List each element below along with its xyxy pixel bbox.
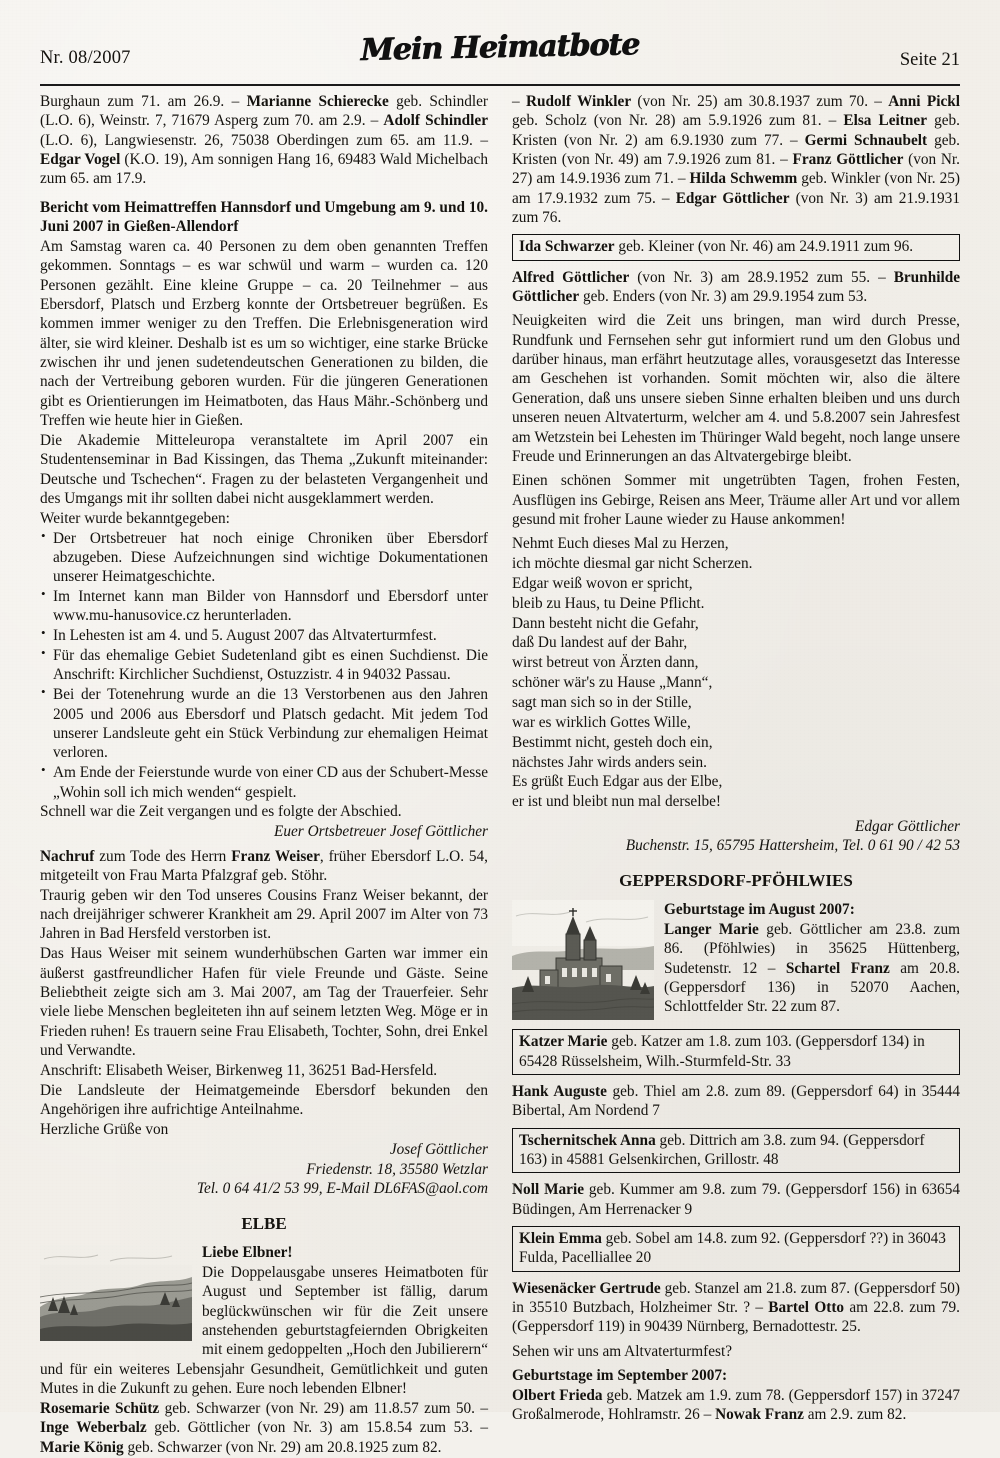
poem-line: sagt man sich so in der Stille, [512,693,692,711]
poem-line: Nehmt Euch dieses Mal zu Herzen, [512,535,729,553]
church-illustration [512,900,654,1020]
poem-line: nächstes Jahr wirds anders sein. [512,753,707,771]
header-rule [40,84,960,86]
poem-signature-name: Edgar Göttlicher [855,817,960,835]
poem-line: Bestimmt nicht, gesteh doch ein, [512,733,713,751]
paragraph-report-closing: Schnell war die Zeit vergangen und es folgte der Abschied. [40,803,402,821]
paragraph-winkler-birthdays: – Rudolf Winkler (von Nr. 25) am 30.8.1937 zum 70. – Anni Pickl geb. Scholz (von Nr. 28) am 5.9.1926 zum 81. – Elsa Leitner geb. Kristen (von Nr. 2) am 6.9.1930 zum 77. – Germi Schnaubelt geb. Kristen (von Nr. 49) am 7.9.1926 zum 81. – Franz Göttlicher (von Nr. 27) am 14.9.1936 zum 71. – Hilda Schwemm geb. Winkler (von Nr. 25) am 17.9.1932 zum 75. – Edgar Göttlicher (von Nr. 3) am 21.9.1931 zum 76. [512,93,961,227]
poem-line: ich möchte diesmal gar nicht Scherzen. [512,555,753,573]
page-number: Seite 21 [899,50,960,70]
elbe-landscape-illustration [40,1245,192,1341]
paragraph-wiesenaecker-gertrude: Wiesenäcker Gertrude geb. Stanzel am 21.8. zum 87. (Geppersdorf 50) in 35510 Butzbach, Holzheimer Str. ? – Bartel Otto am 22.8. zum 79. (Geppersdorf 119) in 90439 Nürnberg, Bernadottestr. 25. [512,1279,960,1336]
paragraph-nachruf-1: Traurig geben wir den Tod unseres Cousins Franz Weiser bekannt, der nach dreijähriger schwerer Krankheit am 29. April 2007 im Alter von 73 Jahren in Bad Hersfeld verstorben ist. [40,886,488,943]
poem-line: er ist und bleibt nun mal derselbe! [512,793,722,811]
elbe-greeting: Liebe Elbner! [202,1244,293,1262]
poem-line: Es grüßt Euch Edgar aus der Elbe, [512,773,723,791]
paragraph-hank-auguste: Hank Auguste geb. Thiel am 2.8. zum 89. (Geppersdorf 64) in 35444 Bibertal, Am Nordend 7 [512,1082,960,1120]
signature-ortsbetreuer: Euer Ortsbetreuer Josef Göttlicher [274,823,488,841]
poem-line: war es wirklich Gottes Wille, [512,713,691,731]
paragraph-nachruf-2: Das Haus Weiser mit seinem wunderhübschen Garten war immer ein äußerst gastfreundlicher Hafen für viele Freunde und Gäste. Seine Beliebtheit zeigte sich am 3. Mai 2007, am Tag der Trauerfeier. Sehr viele liebe Menschen begleiteten ihn auf seinem letzten Weg. Möge er in Frieden ruhen! Es trauern seine Frau Elisabeth, Tochter, Sohn, drei Enkel und Verwandte. [40,945,488,1059]
paragraph-august-intro: Langer Marie geb. Göttlicher am 23.8. zum 86. (Pföhlwies) in 35625 Hüttenberg, Sudetenstr. 12 – Schartel Franz am 20.8. (Geppersdorf 136) in 52070 Aachen, Schlottfelder Str. 22 zum 87. [664,921,960,1016]
paragraph-news-1: Neuigkeiten wird die Zeit uns bringen, man wird durch Presse, Rundfunk und Fernsehen sehr gut informiert rund um den Globus und darüber hinaus, man erfährt heutzutage alles, vorausgesetzt das Interesse am Geschehen ist vorhanden. Somit möchten wir, also die ältere Generation, daß uns unsere sieben Sinne erhalten bleiben und uns durch unseren neuen Altvaterturm, welcher am 4. und 5.8.2007 sein Jahresfest am Wetzstein bei Lehesten im Thüringer Wald begeht, noch lange unsere Freude und Erinnerungen an das Altvatergebirge bleibt. [512,312,960,465]
heading-elbe: ELBE [241,1213,287,1233]
paragraph-burghaun-birthdays: Burghaun zum 71. am 26.9. – Marianne Schierecke geb. Schindler (L.O. 6), Weinstr. 7, 71679 Asperg zum 70. am 2.9. – Adolf Schindler (L.O. 6), Langwiesenstr. 26, 75038 Oberdingen zum 65. am 11.9. – Edgar Vogel (K.O. 19), Am sonnigen Hang 16, 69483 Wald Michelbach zum 65. am 17.9. [40,93,488,188]
paragraph-alfred-goettlicher: Alfred Göttlicher (von Nr. 3) am 28.9.1952 zum 55. – Brunhilde Göttlicher geb. Enders (von Nr. 3) am 29.9.1954 zum 53. [512,268,960,306]
boxed-entry-tschernitschek-anna: Tschernitschek Anna geb. Dittrich am 3.8. zum 94. (Geppersdorf 163) in 45881 Gelsenkirchen, Grillostr. 48 [512,1128,960,1174]
paragraph-september-entries: Olbert Frieda geb. Matzek am 1.9. zum 78. (Geppersdorf 157) in 37247 Großalmerode, Hohlramstr. 26 – Nowak Franz am 2.9. zum 82. [512,1386,960,1424]
poem-line: bleib zu Haus, tu Deine Pflicht. [512,594,705,612]
report-bullet-list [40,529,488,802]
list-item: • Bei der Totenehrung wurde an die 13 Verstorbenen aus den Jahren 2005 und 2006 aus Ebersdorf und Platsch gedacht. Mit jedem Tod unserer Landsleute geht ein Stück Verbindung zur ehemaligen Heimat verloren. [40,685,488,762]
issue-number: Nr. 08/2007 [40,48,131,68]
paragraph-report-2: Die Akademie Mitteleuropa veranstaltete im April 2007 ein Studentenseminar in Bad Kissingen, das Thema „Zukunft miteinander: Deutsche und Tschechen“. Fragen zu der belasteten Vergangenheit und des Umgangs mit ihr sollten dabei nicht ausgeklammert werden. [40,431,488,507]
left-column [40,92,488,1458]
list-item: • Am Ende der Feierstunde wurde von einer CD aus der Schubert-Messe „Wohin soll ich mich wenden“ gespielt. [40,763,488,802]
heading-geburtstage-august: Geburtstage im August 2007: [664,901,855,919]
paragraph-elbe-birthdays: Rosemarie Schütz geb. Schwarzer (von Nr. 29) am 11.8.57 zum 50. – Inge Weberbalz geb. Göttlicher (von Nr. 3) am 15.8.54 zum 53. – Marie König geb. Schwarzer (von Nr. 29) am 20.8.1925 zum 82. [40,1400,488,1456]
right-column [512,92,960,1425]
boxed-entry-ida-schwarzer: Ida Schwarzer geb. Kleiner (von Nr. 46) am 24.9.1911 zum 96. [512,234,960,260]
poem-signature-address: Buchenstr. 15, 65795 Hattersheim, Tel. 0 61 90 / 42 53 [625,837,960,855]
paragraph-report-3: Weiter wurde bekanntgegeben: [40,509,230,527]
list-item: • Im Internet kann man Bilder von Hannsdorf und Ebersdorf unter www.mu-hanusovice.cz herunterladen. [40,587,488,626]
heading-geburtstage-september: Geburtstage im September 2007: [512,1367,728,1385]
elbe-section [40,1243,488,1399]
masthead-logo: Mein Heimatbote [360,27,640,68]
paragraph-noll-marie: Noll Marie geb. Kummer am 9.8. zum 79. (Geppersdorf 156) in 63654 Büdingen, Am Herrenacker 9 [512,1181,960,1218]
poem-line: Edgar weiß wovon er spricht, [512,574,693,592]
poem-line: Dann besteht nicht die Gefahr, [512,614,699,632]
paragraph-nachruf-condolence: Die Landsleute der Heimatgemeinde Ebersdorf bekunden den Angehörigen ihre aufrichtige Anteilnahme. [40,1081,488,1119]
masthead [40,27,960,82]
paragraph-elbe-intro: Die Doppelausgabe unseres Heimatboten für August und September ist fällig, darum beglückwünschen wir für die Zeit unsere anstehenden geburtstagfeiernden Obrigkeiten mit einem gedoppelten „Hoch den Jubilierern“ und für ein weiteres Lebensjahr Gesundheit, Gemütlichkeit und guten Mutes in die Zukunft zu gehen. Eure noch lebenden Elbner! [40,1264,488,1398]
paragraph-see-you: Sehen wir uns am Altvaterturmfest? [512,1342,733,1360]
list-item: • Der Ortsbetreuer hat noch einige Chroniken über Ebersdorf abzugeben. Diese Aufzeichnungen sind wichtige Dokumentationen unserer Heimatgeschichte. [40,529,488,587]
list-item: • In Lehesten ist am 4. und 5. August 2007 das Altvaterturmfest. [40,626,488,645]
heading-geppersdorf-pfoehlwies: GEPPERSDORF-PFÖHLWIES [619,870,853,890]
signature-contact-goettlicher: Tel. 0 64 41/2 53 99, E-Mail DL6FAS@aol.com [196,1180,488,1198]
signature-address-goettlicher: Friedenstr. 18, 35580 Wetzlar [306,1160,488,1178]
paragraph-nachruf-intro: Nachruf zum Tode des Herrn Franz Weiser, früher Ebersdorf L.O. 54, mitgeteilt von Frau Marta Pfalzgraf geb. Stöhr. [40,847,489,884]
poem-block [512,534,960,811]
boxed-entry-katzer-marie: Katzer Marie geb. Katzer am 1.8. zum 103. (Geppersdorf 134) in 65428 Rüsselsheim, Wilh.-Sturmfeld-Str. 33 [512,1029,960,1075]
signature-name-goettlicher: Josef Göttlicher [389,1140,488,1158]
paragraph-nachruf-address: Anschrift: Elisabeth Weiser, Birkenweg 11, 36251 Bad-Hersfeld. [40,1061,438,1079]
paragraph-news-2: Einen schönen Sommer mit ungetrübten Tagen, frohen Festen, Ausflügen ins Gebirge, Reisen ans Meer, Träume aller Art und vor allem gesund mit froher Laune wieder zu Hause ankommen! [512,472,960,528]
boxed-entry-klein-emma: Klein Emma geb. Sobel am 14.8. zum 92. (Geppersdorf ??) in 36043 Fulda, Pacelliallee 20 [512,1226,960,1272]
paragraph-report-1: Am Samstag waren ca. 40 Personen zu dem oben genannten Treffen gekommen. Sonntags – es war schwül und warm – wurden ca. 120 Personen gezählt. Eine kleine Gruppe – ca. 20 Teilnehmer – aus Ebersdorf, Platsch und Erzberg konnte der Ortsbetreuer begrüßen. Es kommen immer weniger zu den Treffen. Die Erlebnisgeneration wird älter, sie wird kleiner. Deshalb ist es um so wichtiger, eine starke Brücke zwischen ihr und jenen sudetendeutschen Generationen zu bilden, die nach der Vertreibung geboren wurden. Für die jüngeren Generationen gibt es Orientierungen im Heimatboten, das Haus Mähr.-Schönberg und Treffen wie heute hier in Gießen. [40,237,488,429]
poem-line: schöner wär's zu Hause „Mann“, [512,674,713,692]
heading-heimattreffen: Bericht vom Heimattreffen Hannsdorf und Umgebung am 9. und 10. Juni 2007 in Gießen-Allendorf [40,198,488,236]
poem-line: wirst betreut von Ärzten dann, [512,654,699,672]
paragraph-nachruf-greeting: Herzliche Grüße von [40,1120,169,1138]
geppersdorf-section [512,900,960,1022]
poem-line: daß Du landest auf der Bahr, [512,634,688,652]
list-item: • Für das ehemalige Gebiet Sudetenland gibt es einen Suchdienst. Die Anschrift: Kirchlicher Suchdienst, Ostuzzistr. 4 in 94032 Passau. [40,646,488,685]
